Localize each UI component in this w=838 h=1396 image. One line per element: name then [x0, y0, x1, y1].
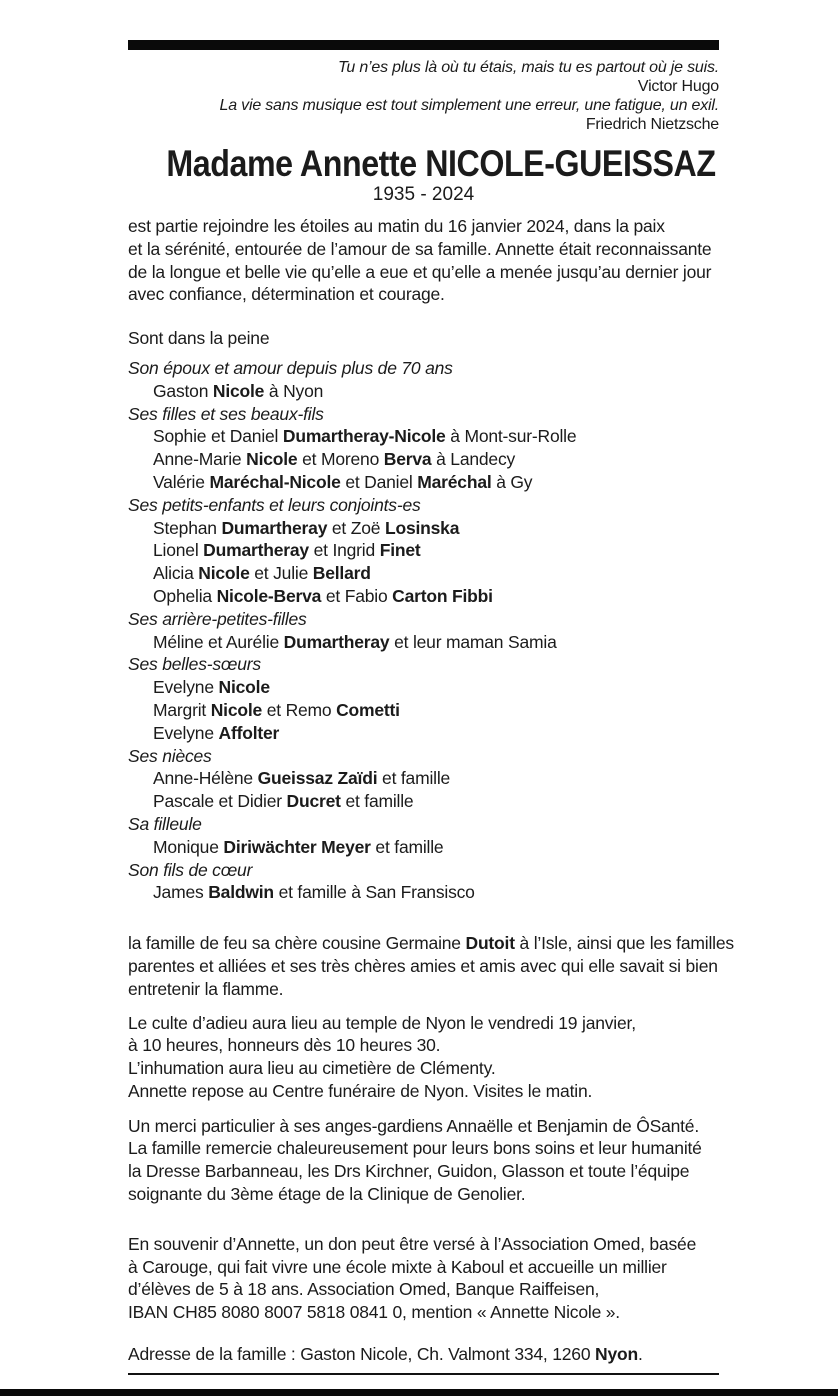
text-line: [128, 1137, 719, 1160]
mourning-heading: Sont dans la peine: [128, 328, 270, 349]
text-segment: et la sérénité, entourée de l’amour de sa famille. Annette était reconnaissante: [128, 238, 712, 259]
family-member: [128, 471, 719, 494]
text-segment: et Ingrid: [308, 540, 380, 561]
surname-bold: Maréchal-Nicole: [209, 471, 341, 492]
text-segment: Ophelia: [153, 585, 217, 606]
text-segment: Stephan: [153, 517, 222, 538]
text-segment: est partie rejoindre les étoiles au matin du 16 janvier 2024, dans la paix: [128, 216, 665, 236]
family-member: [128, 790, 719, 813]
text-segment: à Carouge, qui fait vivre une école mixte à Kaboul et accueille un millier: [128, 1256, 667, 1277]
bottom-rule: [128, 1373, 719, 1375]
text-segment: Annette repose au Centre funéraire de Nyon. Visites le matin.: [128, 1080, 593, 1101]
text-segment: Lionel: [153, 540, 204, 561]
family-member: [128, 425, 719, 448]
text-segment: La famille remercie chaleureusement pour leurs bons soins et leur humanité: [128, 1138, 702, 1159]
ceremony-paragraph: [128, 1012, 719, 1103]
epigraph-block: [128, 58, 719, 134]
family-list: [128, 357, 719, 904]
family-relation-label: Ses belles-sœurs: [128, 654, 261, 675]
text-segment: Méline et Aurélie: [153, 631, 284, 652]
text-line: [128, 238, 719, 261]
text-segment: et famille à San Fransisco: [273, 882, 475, 903]
surname-bold: Nyon: [595, 1344, 638, 1365]
text-segment: à Landecy: [431, 449, 516, 470]
surname-bold: Dumartheray: [283, 631, 390, 652]
thanks-paragraph: [128, 1115, 719, 1206]
top-rule-bar: [128, 40, 719, 50]
text-line: [128, 261, 719, 284]
cousin-paragraph: [128, 932, 734, 1000]
text-segment: Le culte d’adieu aura lieu au temple de Nyon le vendredi 19 janvier,: [128, 1012, 636, 1033]
text-segment: à l’Isle, ainsi que les familles: [514, 933, 734, 954]
family-member: [128, 676, 719, 699]
text-line: [128, 1301, 719, 1324]
surname-bold: Bellard: [312, 563, 371, 584]
deceased-years: 1935 - 2024: [372, 184, 475, 205]
text-segment: la Dresse Barbanneau, les Drs Kirchner, Guidon, Glasson et toute l’équipe: [128, 1161, 690, 1182]
text-segment: et Daniel: [340, 471, 418, 492]
text-segment: à Nyon: [264, 380, 324, 401]
text-line: [128, 1183, 719, 1206]
family-relation-label: Ses filles et ses beaux-fils: [128, 403, 324, 424]
surname-bold: Dumartheray: [221, 517, 328, 538]
text-line: [128, 1034, 719, 1057]
surname-bold: Nicole: [218, 677, 270, 698]
text-line: [128, 978, 719, 1001]
family-member: [128, 562, 719, 585]
text-line: [128, 283, 719, 306]
surname-bold: Gueissaz Zaïdi: [257, 768, 378, 789]
text-segment: Pascale et Didier: [153, 791, 287, 812]
text-segment: la famille de feu sa chère cousine Germaine: [128, 933, 466, 954]
text-segment: IBAN CH85 8080 8007 5818 0841 0, mention « Annette Nicole ».: [128, 1302, 620, 1323]
quote-author: Friedrich Nietzsche: [585, 116, 719, 133]
text-line: [128, 1115, 719, 1138]
family-member: [128, 836, 719, 859]
text-segment: avec confiance, détermination et courage.: [128, 284, 445, 305]
text-segment: Monique: [153, 836, 224, 857]
family-member: [128, 722, 719, 745]
text-line: [128, 1256, 719, 1279]
text-segment: parentes et alliées et ses très chères amies et amis avec qui elle savait si bien: [128, 955, 718, 976]
text-segment: Valérie: [153, 471, 210, 492]
text-segment: et famille: [370, 836, 444, 857]
text-segment: Margrit: [153, 699, 211, 720]
text-segment: Gaston: [153, 380, 213, 401]
text-segment: En souvenir d’Annette, un don peut être versé à l’Association Omed, basée: [128, 1233, 697, 1254]
quote-text: Tu n’es plus là où tu étais, mais tu es partout où je suis.: [338, 59, 719, 76]
text-segment: Adresse de la famille : Gaston Nicole, Ch. Valmont 334, 1260: [128, 1344, 596, 1365]
surname-bold: Berva: [383, 449, 432, 470]
text-segment: et Julie: [249, 563, 313, 584]
surname-bold: Carton Fibbi: [392, 585, 493, 606]
quote-author: Victor Hugo: [637, 78, 719, 95]
text-segment: .: [638, 1344, 643, 1365]
text-segment: Anne-Hélène: [153, 768, 258, 789]
text-segment: et Fabio: [321, 585, 393, 606]
surname-bold: Diriwächter Meyer: [223, 836, 371, 857]
text-segment: d’élèves de 5 à 18 ans. Association Omed, Banque Raiffeisen,: [128, 1279, 600, 1300]
content-column: [128, 0, 734, 1375]
text-segment: et Moreno: [297, 449, 384, 470]
surname-bold: Nicole-Berva: [216, 585, 322, 606]
text-segment: et Remo: [262, 699, 337, 720]
text-segment: Evelyne: [153, 722, 219, 743]
deceased-name: Madame Annette NICOLE-GUEISSAZ: [166, 143, 716, 184]
family-member: [128, 699, 719, 722]
family-member: [128, 631, 719, 654]
text-segment: soignante du 3ème étage de la Clinique de Genolier.: [128, 1184, 526, 1205]
family-member: [128, 448, 719, 471]
family-member: [128, 585, 719, 608]
text-segment: Un merci particulier à ses anges-gardiens Annaëlle et Benjamin de ÔSanté.: [128, 1115, 700, 1136]
surname-bold: Affolter: [218, 722, 280, 743]
text-line: [128, 1278, 719, 1301]
text-segment: et famille: [377, 768, 451, 789]
family-relation-label: Son époux et amour depuis plus de 70 ans: [128, 357, 453, 378]
text-segment: Sophie et Daniel: [153, 426, 283, 447]
quote-text: La vie sans musique est tout simplement une erreur, une fatigue, un exil.: [219, 97, 719, 114]
text-line: [128, 1160, 719, 1183]
family-relation-label: Son fils de cœur: [128, 859, 253, 880]
family-relation-label: Sa filleule: [128, 813, 202, 834]
family-relation-label: Ses arrière-petites-filles: [128, 608, 307, 629]
surname-bold: Ducret: [286, 791, 341, 812]
text-segment: et leur maman Samia: [389, 631, 557, 652]
surname-bold: Dumartheray-Nicole: [282, 426, 446, 447]
family-member: [128, 517, 719, 540]
text-segment: Anne-Marie: [153, 449, 247, 470]
family-address-line: [128, 1343, 719, 1366]
surname-bold: Nicole: [198, 563, 250, 584]
intro-paragraph: [128, 215, 719, 306]
surname-bold: Nicole: [212, 380, 265, 401]
text-line: [128, 955, 719, 978]
surname-bold: Baldwin: [208, 882, 274, 903]
text-segment: à 10 heures, honneurs dès 10 heures 30.: [128, 1035, 441, 1056]
text-segment: à Mont-sur-Rolle: [445, 426, 577, 447]
text-segment: et Zoë: [327, 517, 385, 538]
family-relation-label: Ses petits-enfants et leurs conjoints-es: [128, 494, 421, 515]
text-line: [128, 215, 719, 238]
surname-bold: Cometti: [336, 699, 400, 720]
text-segment: de la longue et belle vie qu’elle a eue et qu’elle a menée jusqu’au dernier jour: [128, 261, 712, 282]
text-line: [128, 1057, 719, 1080]
text-segment: à Gy: [491, 471, 533, 492]
text-segment: L’inhumation aura lieu au cimetière de Clémenty.: [128, 1058, 496, 1079]
surname-bold: Maréchal: [417, 471, 492, 492]
surname-bold: Losinska: [384, 517, 460, 538]
text-segment: Evelyne: [153, 677, 219, 698]
text-line: [128, 932, 734, 955]
surname-bold: Dumartheray: [203, 540, 309, 561]
family-member: [128, 380, 719, 403]
text-line: [128, 1233, 719, 1256]
text-line: [128, 1012, 719, 1035]
text-segment: et famille: [340, 791, 414, 812]
text-segment: entretenir la flamme.: [128, 978, 284, 999]
family-member: [128, 767, 719, 790]
text-segment: Alicia: [153, 563, 199, 584]
surname-bold: Dutoit: [465, 933, 515, 954]
text-segment: James: [153, 882, 209, 903]
family-relation-label: Ses nièces: [128, 745, 212, 766]
family-member: [128, 881, 719, 904]
surname-bold: Nicole: [210, 699, 263, 720]
bottom-edge-bar: [0, 1389, 838, 1396]
family-member: [128, 539, 719, 562]
text-line: [128, 1080, 719, 1103]
donation-paragraph: [128, 1233, 719, 1324]
surname-bold: Finet: [379, 540, 421, 561]
surname-bold: Nicole: [246, 449, 298, 470]
